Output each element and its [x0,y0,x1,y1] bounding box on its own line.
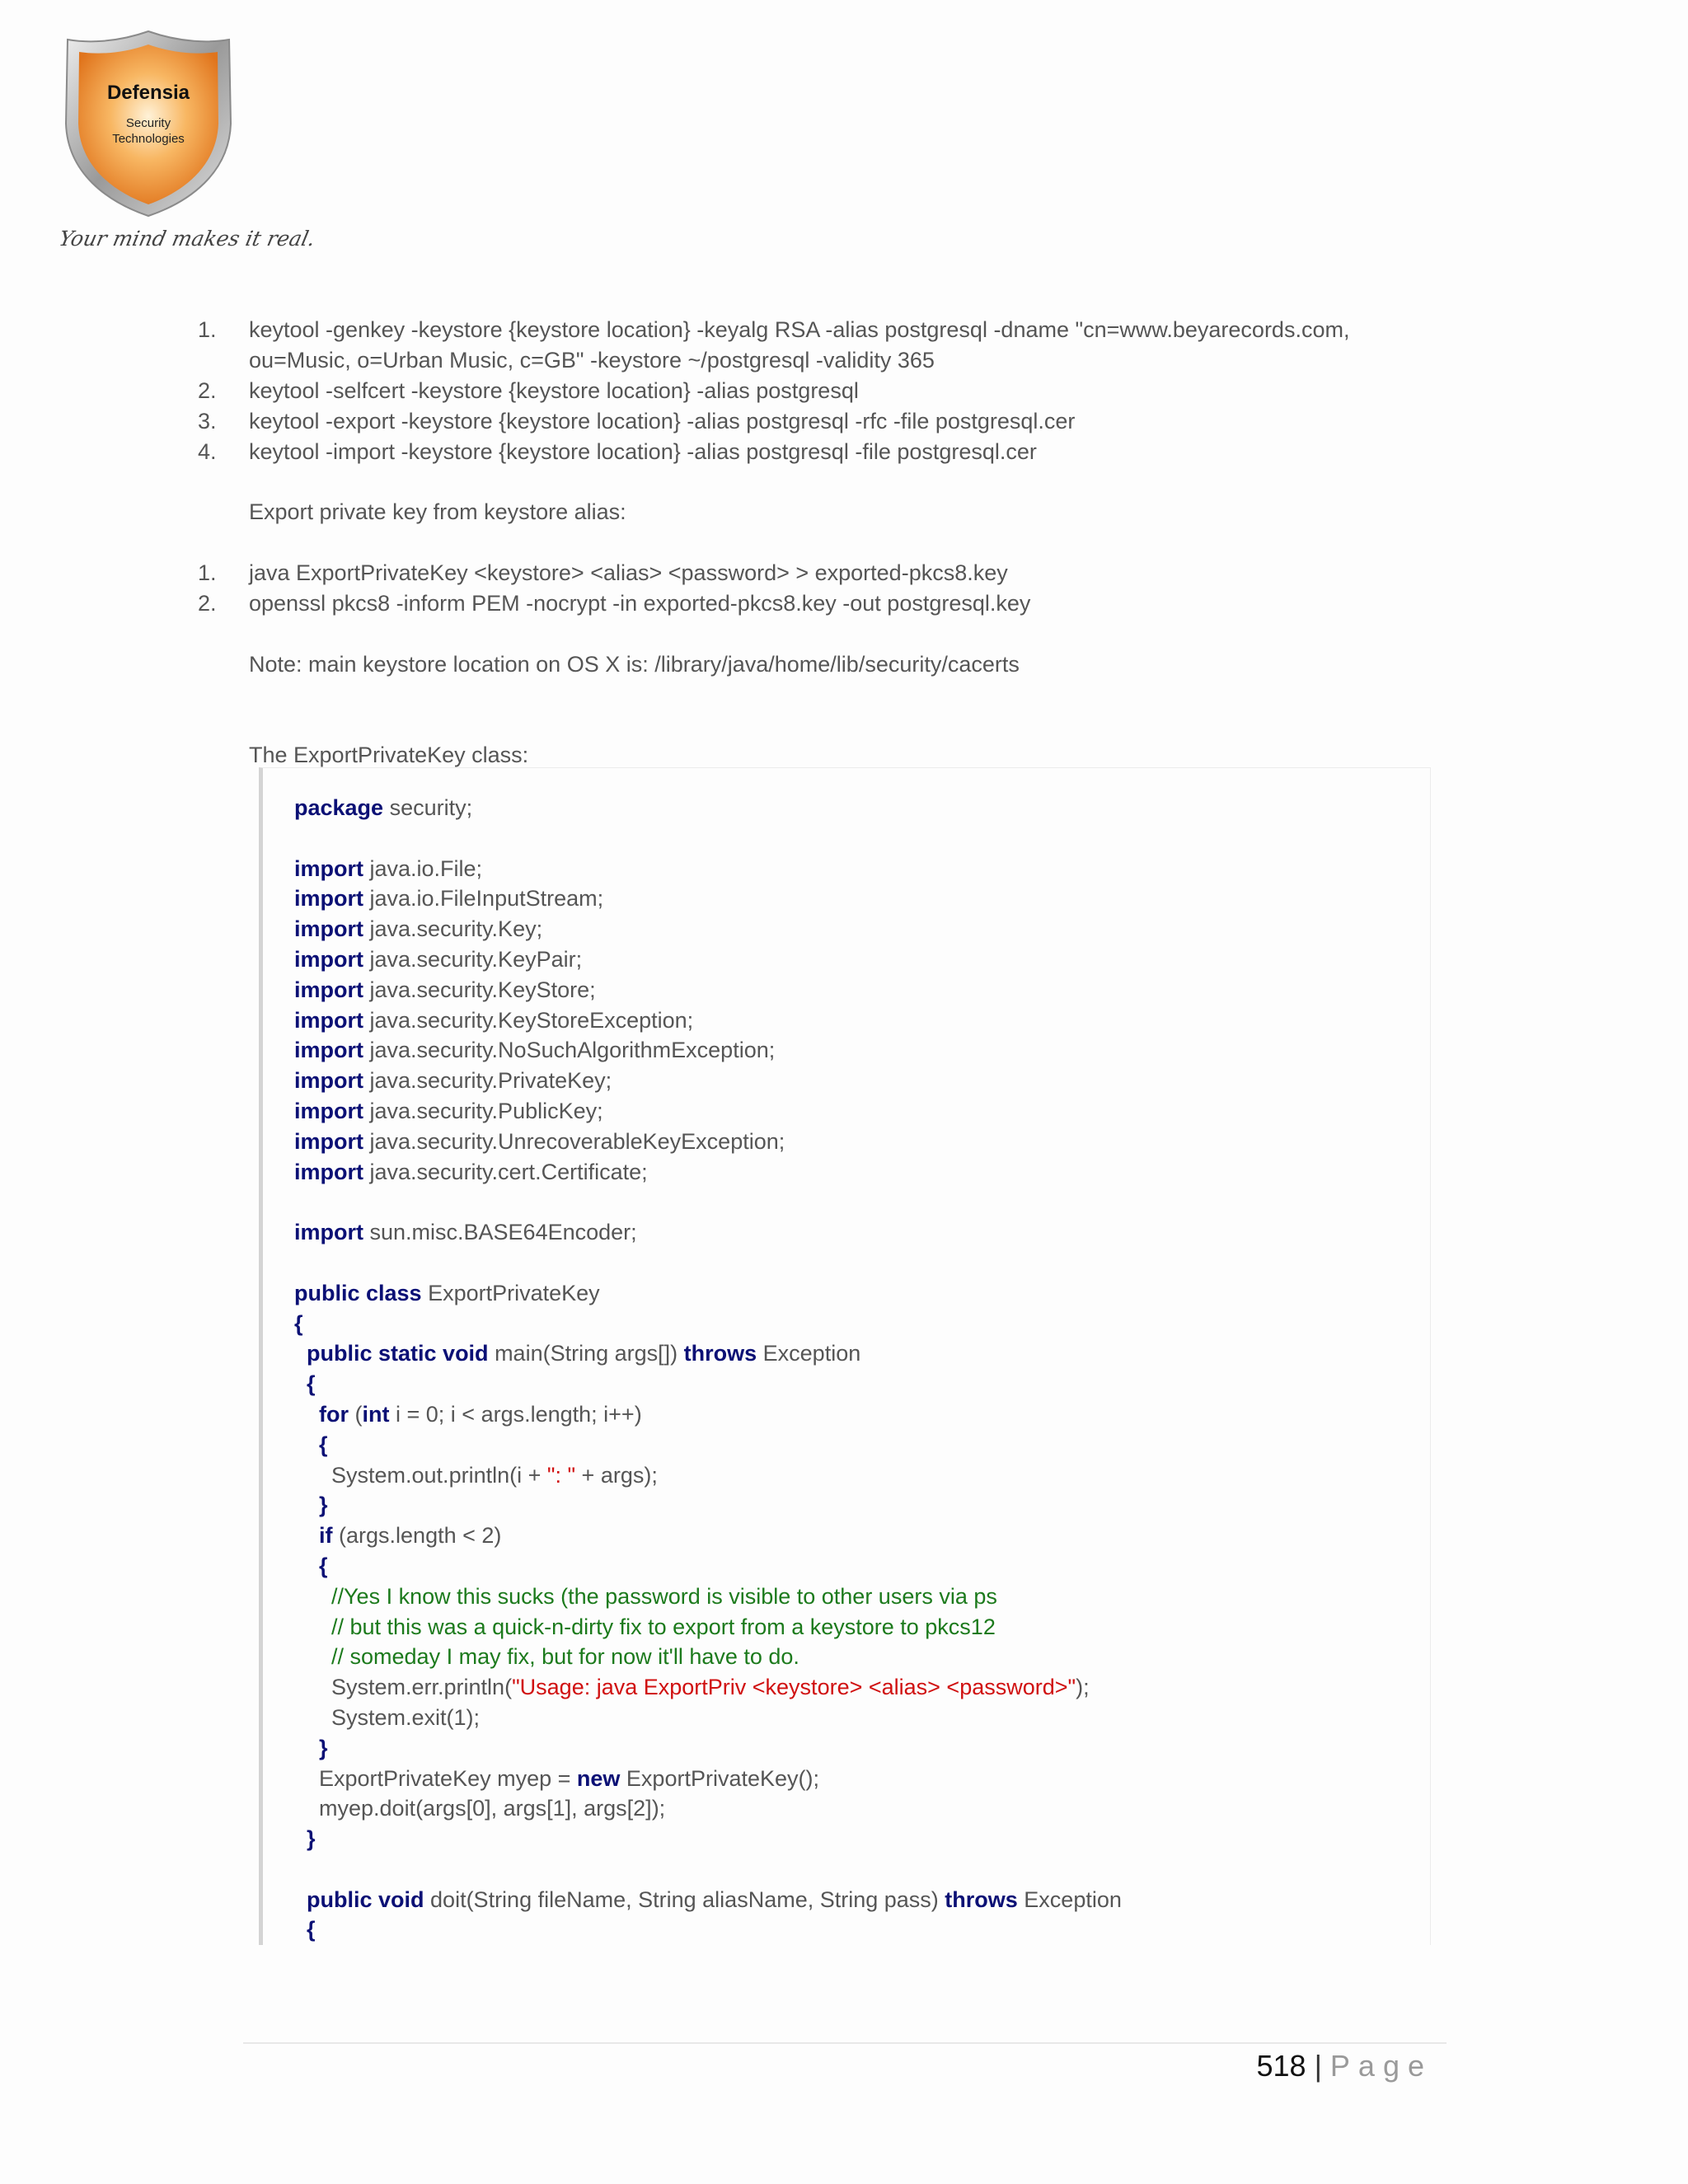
footer-divider [243,2042,1447,2044]
code-keyword: import [294,1159,363,1184]
class-heading: The ExportPrivateKey class: [249,743,529,767]
code-line [294,1642,1122,1672]
code-text: java.io.FileInputStream; [363,886,604,912]
code-text [294,1917,307,1942]
code-line [294,1035,1122,1066]
code-keyword: import [294,886,363,912]
code-keyword: import [294,1098,363,1123]
code-string: "Usage: java ExportPriv <keystore> <alias> <password>" [512,1675,1076,1700]
code-keyword: public class [294,1280,422,1305]
code-text [294,1554,319,1578]
code-text: ExportPrivateKey(); [620,1765,819,1791]
code-line [294,1278,1122,1309]
list-item [198,315,1434,376]
code-line [294,1915,1122,1945]
code-text: java.security.UnrecoverableKeyException; [363,1128,785,1154]
code-line [294,1460,1122,1491]
code-keyword: { [294,1310,303,1336]
code-text [294,1887,307,1912]
list-number: 1. [198,317,217,342]
code-block [259,767,1431,1945]
code-line [294,975,1122,1005]
code-text [294,1402,319,1427]
code-keyword: { [319,1432,328,1457]
code-text: Exception [1017,1886,1122,1912]
code-text [294,1584,331,1609]
list-text: keytool -genkey -keystore {keystore location} -keyalg RSA -alias postgresql -dname "cn=www.beyarecords.com, ou=Music, o=Urban Music, c=GB" -keystore ~/postgresql -validity 365 [249,317,1350,373]
list-text: keytool -export -keystore {keystore location} -alias postgresql -rfc -file postgresql.cer [249,409,1076,434]
logo-brand: Defensia [106,82,190,104]
code-text: doit(String fileName, String aliasName, String pass) [424,1886,945,1912]
code-text: java.security.Key; [363,916,543,942]
code-text [294,1432,319,1457]
code-keyword: package [294,795,384,820]
code-line [294,1369,1122,1399]
shield-icon [49,25,247,223]
code-line [294,1733,1122,1764]
code-text [294,1736,319,1760]
list-number: 1. [198,560,217,585]
code-keyword: public static void [307,1341,489,1366]
company-logo [49,25,318,260]
code-text [294,1341,307,1366]
code-text: System.err.println( [294,1675,513,1700]
code-text: java.security.PrivateKey; [363,1068,612,1094]
code-line [294,944,1122,975]
code-text: System.out.println(i + [294,1462,547,1488]
list-number: 3. [198,409,217,434]
code-text: java.security.PublicKey; [363,1098,603,1123]
code-line [294,1703,1122,1733]
code-text: + args); [575,1462,658,1488]
code-keyword: import [294,855,363,881]
list-number: 2. [198,591,217,616]
code-comment: // but this was a quick-n-dirty fix to export from a keystore to pkcs12 [331,1614,996,1639]
code-line [294,1005,1122,1036]
code-text: i = 0; i < args.length; i++) [389,1401,642,1427]
code-line [294,1793,1122,1824]
code-keyword: new [576,1765,621,1791]
code-text [294,1523,319,1548]
list-number: 2. [198,378,217,403]
code-text [294,1826,307,1851]
code-keyword: if [319,1523,333,1549]
export-steps-list [198,558,1434,619]
code-line [294,793,1122,823]
code-keyword: import [294,1038,363,1063]
code-keyword: { [307,1371,316,1397]
code-line [294,1430,1122,1460]
code-text: ExportPrivateKey [421,1280,600,1305]
code-comment: //Yes I know this sucks (the password is visible to other users via ps [331,1583,997,1609]
logo-sub1: Security [125,116,171,130]
code-text: myep.doit(args[0], args[1], args[2]); [294,1796,666,1821]
code-text [294,1371,307,1396]
export-heading: Export private key from keystore alias: [249,499,626,524]
footer-separator: | [1314,2049,1322,2083]
code-comment: // someday I may fix, but for now it'll have to do. [331,1644,799,1670]
code-keyword: { [307,1917,316,1943]
code-line [294,1096,1122,1127]
code-line [294,1399,1122,1430]
code-keyword: public void [307,1886,424,1912]
code-line [294,1885,1122,1915]
code-line [294,1764,1122,1794]
code-keyword: import [294,916,363,942]
list-text: keytool -import -keystore {keystore location} -alias postgresql -file postgresql.cer [249,439,1037,464]
code-line [294,1490,1122,1521]
list-text: java ExportPrivateKey <keystore> <alias> <password> > exported-pkcs8.key [249,560,1008,585]
code-line [294,1854,1122,1885]
list-item [198,437,1434,467]
code-line [294,1248,1122,1278]
code-keyword: import [294,1007,363,1033]
code-text: ExportPrivateKey myep = [294,1765,577,1791]
code-line [294,1824,1122,1854]
code-text: System.exit(1); [294,1704,481,1730]
code-line [294,1521,1122,1551]
code-line [294,1066,1122,1096]
code-line [294,854,1122,884]
code-text: sun.misc.BASE64Encoder; [363,1220,637,1245]
code-keyword: } [319,1735,328,1760]
code-keyword: throws [945,1886,1018,1912]
code-text: java.security.KeyStore; [363,977,596,1002]
code-keyword: { [319,1553,328,1578]
code-text [294,1493,319,1517]
code-keyword: import [294,946,363,972]
code-line [294,1157,1122,1188]
code-line [294,1672,1122,1703]
code-line [294,1612,1122,1643]
code-line [294,823,1122,854]
code-line [294,1582,1122,1612]
page-label: Page [1329,2049,1432,2083]
list-item [198,558,1434,588]
code-text: security; [383,795,473,820]
code-keyword: import [294,1068,363,1094]
keystore-note: Note: main keystore location on OS X is: /library/java/home/lib/security/cacerts [249,652,1020,677]
code-text: java.security.cert.Certificate; [363,1159,648,1184]
code-line [294,1309,1122,1339]
code-line [294,883,1122,914]
list-text: openssl pkcs8 -inform PEM -nocrypt -in exported-pkcs8.key -out postgresql.key [249,591,1031,616]
code-text [294,1615,331,1639]
code-text: main(String args[]) [488,1341,684,1366]
list-item [198,376,1434,406]
code-text: java.security.KeyPair; [363,946,583,972]
code-keyword: } [307,1826,316,1852]
code-text: java.security.KeyStoreException; [363,1007,694,1033]
code-line [294,914,1122,944]
code-text: (args.length < 2) [332,1523,502,1549]
page-footer [1256,2048,1432,2084]
code-keyword: import [294,1128,363,1154]
code-keyword: int [362,1401,390,1427]
code-text: Exception [757,1341,861,1366]
code-keyword: import [294,1220,363,1245]
page-number: 518 [1256,2049,1306,2083]
code-line [294,1127,1122,1157]
code-line [294,1338,1122,1369]
list-item [198,588,1434,619]
code-keyword: import [294,977,363,1002]
code-listing [294,793,1122,1945]
code-text: ( [349,1401,363,1427]
list-number: 4. [198,439,217,464]
logo-tagline: Your mind makes it real. [56,227,318,251]
list-text: keytool -selfcert -keystore {keystore location} -alias postgresql [249,378,859,403]
code-text: java.security.NoSuchAlgorithmException; [363,1038,776,1063]
code-text: java.io.File; [363,855,483,881]
code-text: ); [1076,1675,1090,1700]
code-line [294,1551,1122,1582]
code-line [294,1217,1122,1248]
code-keyword: for [319,1401,349,1427]
list-item [198,406,1434,437]
code-text [294,1644,331,1669]
keytool-steps-list [198,315,1434,467]
code-line [294,1187,1122,1217]
code-keyword: } [319,1493,328,1518]
logo-sub2: Technologies [112,132,185,146]
code-keyword: throws [683,1341,757,1366]
code-string: ": " [546,1462,576,1488]
